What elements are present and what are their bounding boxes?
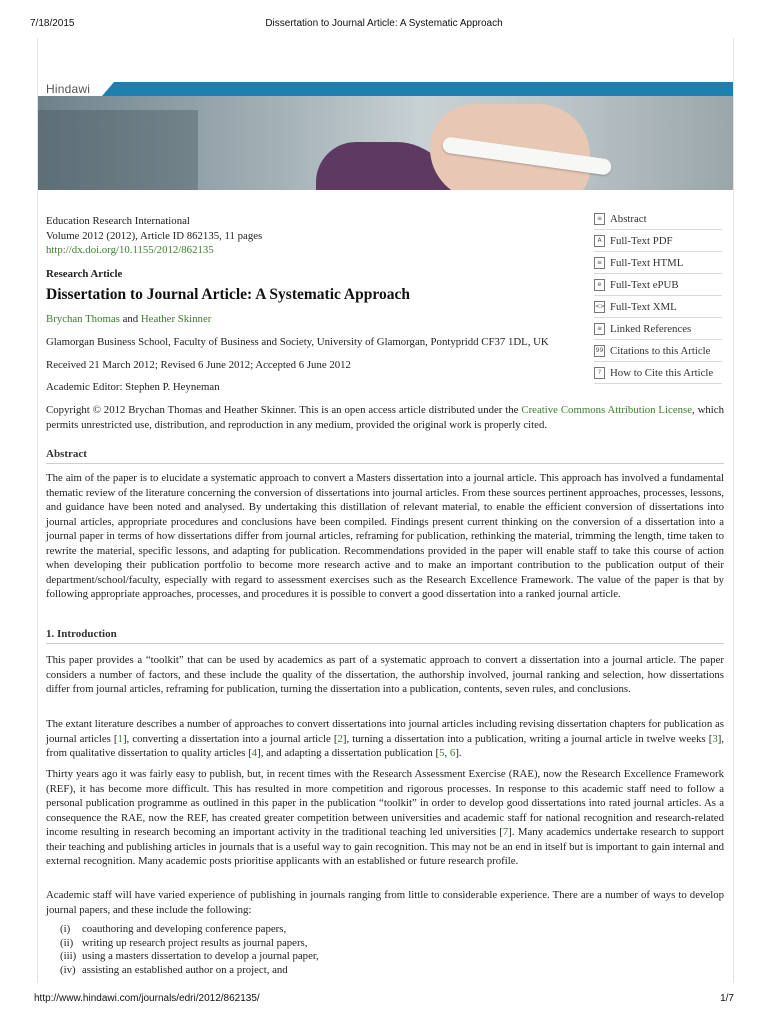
reference-link[interactable]: 7 — [502, 826, 509, 838]
print-header — [0, 14, 768, 28]
doi-link[interactable]: http://dx.doi.org/10.1155/2012/862135 — [46, 244, 214, 256]
quote-icon: 99 — [594, 345, 605, 357]
document-icon: ≡ — [594, 213, 605, 225]
list-item: (iv) assisting an established author on a project, and — [60, 963, 288, 976]
reference-link[interactable]: 4 — [251, 747, 258, 759]
introduction-heading: 1. Introduction — [46, 628, 724, 644]
references-icon: ≡ — [594, 323, 605, 335]
article-type: Research Article — [46, 268, 123, 280]
article-sidebar — [594, 209, 722, 385]
author-link[interactable]: Heather Skinner — [140, 313, 212, 325]
license-link[interactable]: Creative Commons Attribution License — [521, 404, 692, 416]
sidebar-item-epub[interactable]: e Full-Text ePUB — [594, 275, 722, 296]
sidebar-item-references[interactable]: ≡ Linked References — [594, 319, 722, 340]
sidebar-item-xml[interactable]: <> Full-Text XML — [594, 297, 722, 318]
article-meta — [46, 214, 586, 258]
print-title: Dissertation to Journal Article: A Systematic Approach — [265, 18, 503, 29]
authors: Brychan Thomas and Heather Skinner — [46, 313, 212, 325]
intro-paragraph-3: Thirty years ago it was fairly easy to publish, but, in recent times with the Research Assessment Exercise (RAE), now the Research Excellence Framework (REF), it has become more difficult. This has resulted in more competition and rigorous processes. In response to this academic staff need to follow a personal publication programme as outlined in this paper in the publication “toolkit” in order to develop good dissertations into rated journal articles. As a consequence the RAE, now the REF, has created greater competition between universities and academic staff for national recognition and research-related income resulting in research becoming an important activity in the traditional teaching led universities [7]. Many academics undertake research to support their teaching and publishing articles in journals that is a useful way to gain recognition. This may not be an end in itself but is important to gain internal and external recognition. Many academic posts prioritise applicants with an established or future research profile. — [46, 768, 724, 867]
sidebar-item-how-to-cite[interactable]: ? How to Cite this Article — [594, 363, 722, 384]
reference-link[interactable]: 2 — [337, 732, 343, 745]
page-border-right — [733, 38, 734, 983]
list-item: (ii) writing up research project results as journal papers, — [60, 936, 308, 949]
journal-banner — [38, 82, 733, 190]
sidebar-item-html[interactable]: ≡ Full-Text HTML — [594, 253, 722, 274]
banner-photo — [38, 96, 733, 190]
pdf-icon: A — [594, 235, 605, 247]
xml-icon: <> — [594, 301, 605, 313]
list-item: (iii) using a masters dissertation to develop a journal paper, — [60, 950, 319, 962]
author-link[interactable]: Brychan Thomas — [46, 313, 120, 325]
intro-paragraph-4: Academic staff will have varied experience of publishing in journals ranging from little to considerable experience. There are a number of ways to develop journal papers, and these include the following: — [46, 889, 724, 916]
epub-icon: e — [594, 279, 605, 291]
hindawi-logo[interactable]: Hindawi — [46, 82, 91, 96]
sidebar-item-citations[interactable]: 99 Citations to this Article — [594, 341, 722, 362]
volume-info: Volume 2012 (2012), Article ID 862135, 11 pages — [46, 229, 263, 242]
article-title: Dissertation to Journal Article: A Systematic Approach — [46, 286, 410, 303]
academic-editor: Academic Editor: Stephen P. Heyneman — [46, 381, 220, 393]
article-dates: Received 21 March 2012; Revised 6 June 2012; Accepted 6 June 2012 — [46, 359, 351, 371]
sidebar-item-pdf[interactable]: A Full-Text PDF — [594, 231, 722, 252]
print-url: http://www.hindawi.com/journals/edri/2012/862135/ — [34, 993, 260, 1004]
copyright-notice: Copyright © 2012 Brychan Thomas and Heather Skinner. This is an open access article distributed under the Creative Commons Attribution License, which permits unrestricted use, distribution, and reproduction in any medium, provided the original work is properly cited. — [46, 404, 724, 431]
print-date: 7/18/2015 — [30, 18, 75, 29]
reference-link[interactable]: 3 — [712, 732, 718, 745]
intro-paragraph-2: The extant literature describes a number of approaches to convert dissertations into journal articles including revising dissertation chapters for publication as journal articles [1], converting a dissertation into a journal article [2], turning a dissertation into a publication, writing a journal article in twelve weeks [3], from qualitative dissertation to quality articles [4], and adapting a dissertation publication [5, 6]. — [46, 718, 725, 759]
abstract-heading: Abstract — [46, 448, 724, 464]
intro-paragraph-1: This paper provides a “toolkit” that can be used by academics as part of a systematic approach to convert a dissertation into a journal article. The paper considers a number of factors, and these include the quality of the dissertation, the authorship involved, journal ranking and selection, how dissertations differ from journal articles, reframing for publication, turning the dissertation into a publication, contents, seven rules, and conclusions. — [46, 654, 724, 695]
sidebar-item-abstract[interactable]: ≡ Abstract — [594, 209, 722, 230]
html-icon: ≡ — [594, 257, 605, 269]
abstract-text: The aim of the paper is to elucidate a systematic approach to convert a Masters dissertation into a journal article. This approach has involved a fundamental thematic review of the literature concerning the conversion of dissertations into journal articles. From these sources pertinent approaches, processes, lessons, and guidance have been noted and analysed. By undertaking this distillation of relevant material, to enable the efficient conversion of dissertations into journal articles, appropriate procedures and conclusions have been compiled. Findings present current thinking on the conversion of a dissertation into a journal paper in terms of how dissertations differ from journal articles, reframing for publication, rethinking the material, trimming the length, time taken to rewrite the material, specific lessons, and adapting for publication. Recommendations provided in the paper will enable staff to take this course of action when developing their publication portfolio to become more research active and to make an important contribution to the publication output of their department/school/faculty, especially with regard to assessment exercises such as the Research Excellence Framework. The value of the paper is that by following appropriate approaches, processes, and procedures it is possible to convert a good dissertation into a ranked journal article. — [46, 472, 724, 600]
affiliation: Glamorgan Business School, Faculty of Business and Society, University of Glamorgan, Pontypridd CF37 1DL, UK — [46, 336, 549, 348]
banner-bar — [38, 82, 733, 96]
reference-link[interactable]: 5 — [439, 747, 445, 759]
list-item: (i) coauthoring and developing conference papers, — [60, 923, 287, 935]
reference-link[interactable]: 1 — [117, 732, 123, 745]
journal-paper-list — [60, 923, 660, 977]
help-icon: ? — [594, 367, 605, 379]
journal-name: Education Research International — [46, 215, 190, 227]
page-number: 1/7 — [720, 993, 734, 1004]
reference-link[interactable]: 6 — [449, 747, 456, 759]
